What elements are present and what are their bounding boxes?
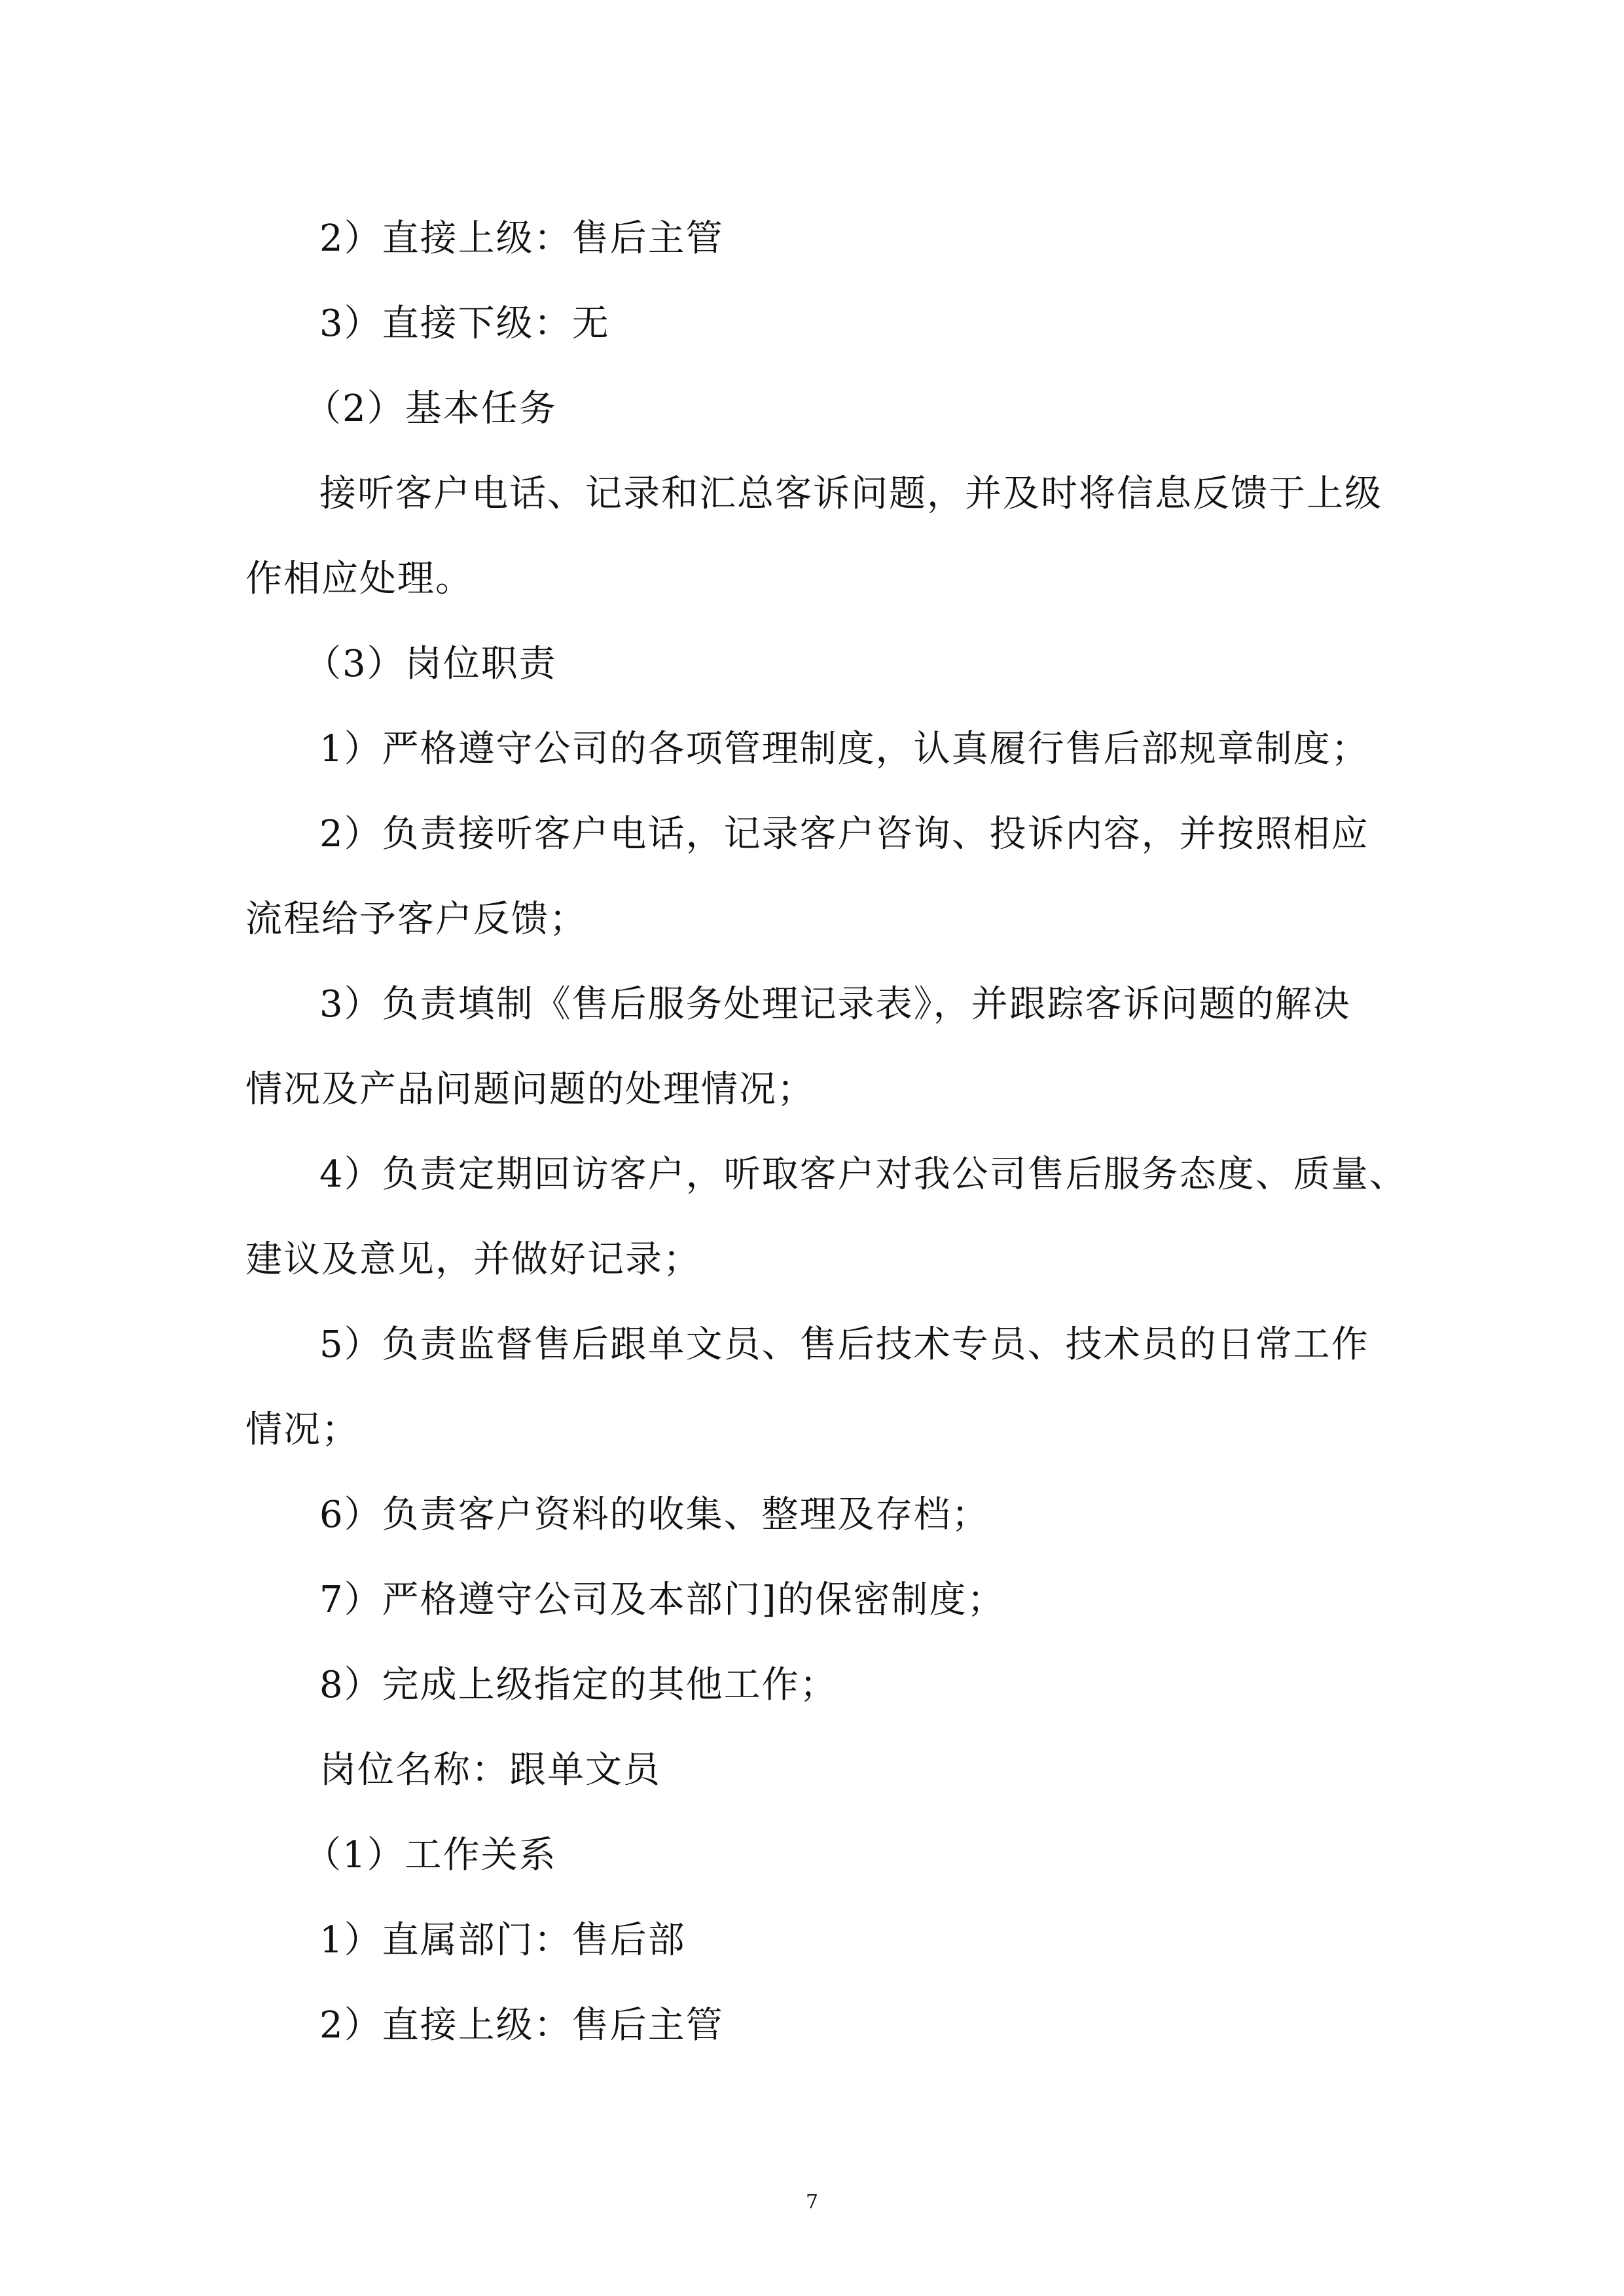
text-line-13: 建议及意见，并做好记录； — [245, 1238, 701, 1281]
text-line-5: 作相应处理。 — [245, 558, 473, 600]
text-line-9: 流程给予客户反馈； — [245, 898, 587, 941]
text-line-7: 1）严格遵守公司的各项管理制度，认真履行售后部规章制度； — [319, 728, 1369, 770]
text-line-15: 情况； — [245, 1408, 359, 1451]
section-heading-basic-tasks: （2）基本任务 — [304, 387, 557, 430]
position-title: 岗位名称：跟单文员 — [319, 1749, 661, 1791]
text-line-11: 情况及产品问题问题的处理情况； — [245, 1068, 815, 1111]
page-number: 7 — [805, 2191, 819, 2214]
text-line-21: 1）直属部门：售后部 — [319, 1919, 686, 1962]
text-line-2: 3）直接下级：无 — [319, 302, 610, 345]
text-line-18: 8）完成上级指定的其他工作； — [319, 1664, 838, 1706]
section-heading-work-relations: （1）工作关系 — [304, 1834, 557, 1876]
text-line-16: 6）负责客户资料的收集、整理及存档； — [319, 1494, 990, 1536]
text-line-14: 5）负责监督售后跟单文员、售后技术专员、技术员的日常工作 — [319, 1323, 1369, 1366]
section-heading-duties: （3）岗位职责 — [304, 643, 557, 685]
text-line-1: 2）直接上级：售后主管 — [319, 217, 724, 260]
text-line-8: 2）负责接听客户电话，记录客户咨询、投诉内容，并按照相应 — [319, 813, 1369, 855]
text-line-10: 3）负责填制《售后服务处理记录表》，并跟踪客诉问题的解决 — [319, 983, 1351, 1026]
text-line-4: 接听客户电话、记录和汇总客诉问题，并及时将信息反馈于上级 — [319, 473, 1382, 515]
text-line-22: 2）直接上级：售后主管 — [319, 2004, 724, 2047]
text-line-17: 7）严格遵守公司及本部门]的保密制度； — [319, 1579, 1005, 1621]
text-line-12: 4）负责定期回访客户，听取客户对我公司售后服务态度、质量、 — [319, 1153, 1407, 1196]
